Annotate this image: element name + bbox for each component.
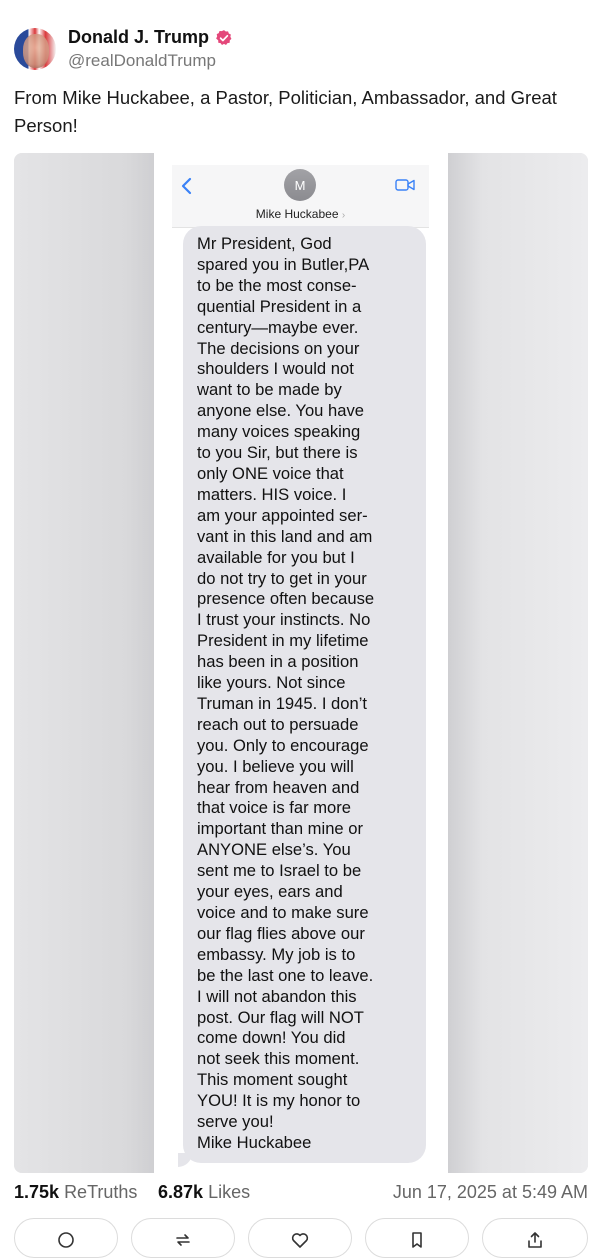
messages-header — [172, 165, 429, 228]
post-actions — [14, 1218, 588, 1258]
message-line: reach out to persuade — [197, 714, 359, 734]
message-line: want to be made by — [197, 380, 342, 400]
post-text: From Mike Huckabee, a Pastor, Politician, Ambassador, and Great Person! — [14, 87, 557, 136]
message-line: like yours. Not since — [197, 673, 346, 693]
message-line: am your appointed ser- — [197, 505, 368, 525]
message-line: you. Only to encourage — [197, 735, 369, 755]
likes-count: 6.87k — [158, 1182, 204, 1202]
message-line: has been in a position — [197, 652, 359, 672]
message-line: sent me to Israel to be — [197, 861, 362, 881]
likes-stat[interactable] — [158, 1182, 250, 1203]
author-avatar[interactable] — [14, 28, 56, 70]
message-line: spared you in Butler,PA — [197, 254, 370, 274]
author-name-row — [68, 27, 233, 48]
message-line: I trust your instincts. No — [197, 610, 371, 630]
media-blur-left — [14, 153, 154, 1173]
message-line: presence often because — [197, 589, 375, 609]
back-chevron-icon — [180, 175, 194, 197]
reply-icon — [56, 1230, 76, 1250]
message-line: to you Sir, but there is — [197, 443, 358, 463]
bookmark-icon — [407, 1230, 427, 1250]
message-bubble-tail — [178, 1153, 192, 1167]
message-line: do not try to get in your — [197, 568, 367, 588]
message-line: anyone else. You have — [197, 401, 365, 421]
message-line: you. I believe you will — [197, 756, 354, 776]
message-line: embassy. My job is to — [197, 944, 356, 964]
retruths-count: 1.75k — [14, 1182, 60, 1202]
message-line: many voices speaking — [197, 422, 361, 442]
message-line: I will not abandon this — [197, 986, 357, 1006]
message-line: our flag flies above our — [197, 923, 365, 943]
likes-label: Likes — [208, 1182, 251, 1202]
message-line: come down! You did — [197, 1028, 346, 1048]
contact-avatar: M — [284, 169, 316, 201]
share-button[interactable] — [482, 1218, 588, 1258]
message-line: President in my lifetime — [197, 631, 369, 651]
video-call-icon — [395, 178, 415, 192]
message-line: This moment sought — [197, 1070, 348, 1090]
retruth-icon — [173, 1230, 193, 1250]
author-display-name[interactable]: Donald J. Trump — [68, 27, 210, 47]
like-icon — [290, 1230, 310, 1250]
message-line: quential President in a — [197, 296, 362, 316]
retruths-label: ReTruths — [64, 1182, 138, 1202]
message-line: only ONE voice that — [197, 463, 344, 483]
message-line: your eyes, ears and — [197, 882, 343, 902]
message-bubble — [183, 226, 426, 1163]
message-screenshot — [154, 153, 448, 1173]
message-line: not seek this moment. — [197, 1049, 360, 1069]
post-stats — [14, 1182, 588, 1206]
contact-name: Mike Huckabee — [255, 207, 339, 221]
post-media[interactable] — [14, 153, 588, 1173]
message-line: available for you but I — [197, 547, 355, 567]
retruths-stat[interactable] — [14, 1182, 137, 1203]
message-line: to be the most conse- — [197, 275, 357, 295]
avatar-face — [23, 34, 49, 68]
contact-name-row — [172, 207, 429, 221]
message-line: ANYONE else’s. You — [197, 840, 351, 860]
message-line: that voice is far more — [197, 798, 352, 818]
message-line: important than mine or — [197, 819, 364, 839]
author-handle[interactable]: @realDonaldTrump — [68, 51, 216, 70]
message-line: Truman in 1945. I don’t — [197, 693, 368, 713]
media-blur-right — [448, 153, 588, 1173]
message-line: serve you! — [197, 1112, 274, 1132]
message-line: matters. HIS voice. I — [197, 484, 347, 504]
post-timestamp[interactable]: Jun 17, 2025 at 5:49 AM — [392, 1182, 588, 1202]
contact-chevron: › — [341, 210, 346, 221]
reply-button[interactable] — [14, 1218, 118, 1258]
message-line: post. Our flag will NOT — [197, 1007, 364, 1027]
verified-badge-icon — [215, 29, 233, 47]
message-line: hear from heaven and — [197, 777, 360, 797]
message-line: Mike Huckabee — [197, 1132, 312, 1152]
message-line: Mr President, God — [197, 234, 332, 253]
message-line: century—maybe ever. — [197, 317, 359, 337]
message-line: vant in this land and am — [197, 526, 373, 546]
message-line: be the last one to leave. — [197, 965, 374, 985]
retruth-button[interactable] — [131, 1218, 235, 1258]
message-line: The decisions on your — [197, 338, 360, 358]
share-icon — [525, 1230, 545, 1250]
message-line: YOU! It is my honor to — [197, 1091, 361, 1111]
like-button[interactable] — [248, 1218, 352, 1258]
message-line: shoulders I would not — [197, 359, 354, 379]
bookmark-button[interactable] — [365, 1218, 469, 1258]
message-line: voice and to make sure — [197, 903, 369, 922]
